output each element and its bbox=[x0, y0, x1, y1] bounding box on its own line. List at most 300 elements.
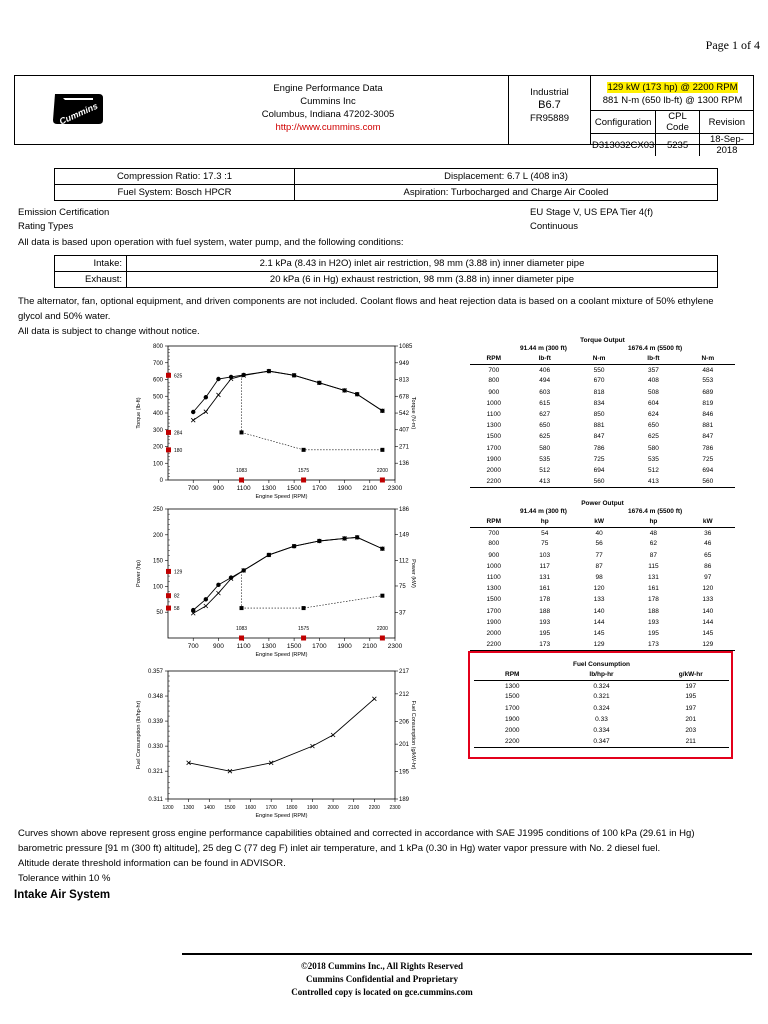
power-table-cell: 65 bbox=[704, 551, 712, 559]
torque-table-cell: 847 bbox=[702, 433, 714, 441]
torque-table-cell: 560 bbox=[572, 476, 626, 487]
y2-tick-label: 136 bbox=[399, 461, 410, 468]
intake-label: Intake: bbox=[55, 256, 127, 272]
y2-tick-label: 1085 bbox=[399, 344, 413, 350]
power-table-cell: 1500 bbox=[486, 596, 502, 604]
note-line-2: glycol and 50% water. bbox=[18, 311, 111, 322]
intake-value: 2.1 kPa (8.43 in H2O) inlet air restriction, 98 mm (3.88 in) inner diameter pipe bbox=[127, 256, 718, 272]
data-point bbox=[380, 594, 384, 598]
company-address: Columbus, Indiana 47202-3005 bbox=[261, 109, 395, 120]
y2-tick-label: 542 bbox=[399, 411, 410, 418]
torque-table-cell: 786 bbox=[702, 444, 714, 452]
power-table-cell: 178 bbox=[539, 596, 551, 604]
doc-title: Engine Performance Data bbox=[273, 83, 383, 94]
y2-axis-label: Power (kW) bbox=[410, 559, 416, 588]
fuel-table-cell: 0.324 bbox=[593, 704, 610, 712]
data-point bbox=[216, 393, 220, 397]
power-table-cell: 86 bbox=[704, 562, 712, 570]
data-point bbox=[216, 591, 220, 595]
y-tick-label: 300 bbox=[152, 427, 163, 434]
fuel-table-row bbox=[474, 714, 729, 725]
power-table-cell: 131 bbox=[647, 574, 659, 582]
fuel-system: Fuel System: Bosch HPCR bbox=[55, 185, 295, 201]
power-table-cell: 161 bbox=[539, 585, 551, 593]
power-table-cell: 195 bbox=[539, 629, 551, 637]
fuel-table-header-cell: RPM bbox=[474, 669, 551, 680]
power-table-cell: 129 bbox=[572, 639, 626, 650]
power-table-cell: 46 bbox=[704, 540, 712, 548]
fuel-table-cell: 197 bbox=[685, 682, 697, 690]
power-output-table bbox=[470, 500, 735, 651]
axis-marker-label: 180 bbox=[174, 447, 183, 454]
emission-label: Emission Certification bbox=[18, 207, 110, 218]
power-table-cell: 700 bbox=[488, 529, 500, 537]
power-table-cell: 193 bbox=[647, 618, 659, 626]
torque-table-cell: 1000 bbox=[486, 399, 502, 407]
footer-copyright: ©2018 Cummins Inc., All Rights Reserved bbox=[301, 961, 463, 971]
cpl-value: 5235 bbox=[656, 134, 699, 157]
power-table-cell: 120 bbox=[593, 585, 605, 593]
torque-table-cell: 881 bbox=[593, 422, 605, 430]
torque-table-cell: 553 bbox=[702, 377, 714, 385]
power-table-cell: 120 bbox=[702, 585, 714, 593]
torque-table-row bbox=[470, 364, 735, 375]
torque-table-cell: 560 bbox=[681, 476, 735, 487]
x-axis-label: Engine Speed (RPM) bbox=[255, 813, 308, 819]
torque-table-cell: 603 bbox=[539, 388, 551, 396]
torque-table-cell: 1700 bbox=[486, 444, 502, 452]
y2-axis-label: Torque (N-m) bbox=[410, 396, 416, 430]
y-axis-label: Power (hp) bbox=[136, 560, 142, 587]
torque-table-cell: 615 bbox=[539, 399, 551, 407]
power-table-cell: 115 bbox=[648, 562, 659, 570]
fuel-consumption-table bbox=[474, 661, 729, 748]
curves-note-line-4: Tolerance within 10 % bbox=[18, 873, 111, 884]
y-tick-label: 800 bbox=[152, 344, 163, 350]
axis-marker-label: 625 bbox=[174, 373, 183, 380]
axis-marker bbox=[166, 569, 171, 574]
header-box bbox=[14, 75, 754, 156]
x-tick-label: 1300 bbox=[261, 485, 277, 492]
x-tick-label: 1500 bbox=[286, 643, 302, 650]
y2-tick-label: 407 bbox=[399, 427, 410, 434]
power-table-cell: 131 bbox=[539, 574, 551, 582]
power-table-header-cell: kW bbox=[572, 516, 626, 527]
series-line bbox=[242, 432, 383, 449]
page-number: Page 1 of 4 bbox=[705, 38, 760, 52]
torque-chart bbox=[130, 340, 420, 500]
torque-table-row bbox=[470, 465, 735, 476]
data-point bbox=[380, 448, 384, 452]
x-tick-label: 2300 bbox=[387, 643, 403, 650]
rating-summary bbox=[591, 76, 754, 111]
torque-table-cell: 550 bbox=[593, 366, 605, 374]
power-table-cell: 129 bbox=[681, 639, 735, 650]
y2-tick-label: 271 bbox=[399, 444, 410, 451]
note-line-3: All data is subject to change without notice. bbox=[18, 326, 200, 337]
torque-table-cell: 1100 bbox=[486, 411, 501, 419]
torque-table-cell: 512 bbox=[539, 466, 551, 474]
power-table-row bbox=[470, 527, 735, 538]
fuel-table-cell: 203 bbox=[685, 727, 697, 735]
power-table-cell: 145 bbox=[702, 629, 714, 637]
data-point bbox=[204, 395, 208, 399]
fuel-table-row bbox=[474, 691, 729, 702]
power-table-cell: 188 bbox=[647, 607, 659, 615]
x-tick-label: 1900 bbox=[337, 485, 352, 492]
aspiration: Aspiration: Turbocharged and Charge Air Cooled bbox=[295, 185, 718, 201]
power-table-cell: 133 bbox=[593, 596, 605, 604]
fuel-table-row bbox=[474, 736, 729, 747]
torque-table-cell: 725 bbox=[593, 455, 605, 463]
x-tick-label: 700 bbox=[187, 643, 199, 650]
revision-label: Revision bbox=[699, 111, 754, 134]
y-tick-label: 400 bbox=[152, 411, 163, 417]
x-tick-label: 700 bbox=[187, 485, 199, 492]
x-tick-label: 900 bbox=[213, 485, 224, 492]
fuel-table-cell: 211 bbox=[653, 736, 730, 747]
data-point bbox=[302, 606, 306, 610]
power-table-row bbox=[470, 538, 735, 549]
torque-table-cell: 2200 bbox=[470, 476, 518, 487]
y2-tick-label: 149 bbox=[399, 532, 410, 539]
power-table-cell: 173 bbox=[626, 639, 680, 650]
spec-table bbox=[54, 168, 718, 201]
torque-table-row bbox=[470, 375, 735, 386]
power-alt2: 1676.4 m (5500 ft) bbox=[628, 508, 683, 515]
fuel-table-header-cell: g/kW-hr bbox=[653, 669, 730, 680]
x-tick-label: 1300 bbox=[183, 805, 195, 811]
power-rating: 129 kW (173 hp) @ 2200 RPM bbox=[607, 82, 738, 93]
power-table-cell: 140 bbox=[593, 607, 605, 615]
torque-table-cell: 834 bbox=[593, 399, 605, 407]
power-table-header-cell: kW bbox=[681, 516, 735, 527]
x-tick-label: 2100 bbox=[362, 643, 378, 650]
data-point bbox=[331, 733, 335, 737]
y-tick-label: 0.357 bbox=[147, 669, 163, 675]
y-tick-label: 0.348 bbox=[147, 694, 163, 701]
revision-value: 18-Sep-2018 bbox=[709, 134, 744, 156]
fuel-table-cell: 0.347 bbox=[551, 736, 653, 747]
y2-tick-label: 212 bbox=[399, 691, 410, 698]
power-table-cell: 56 bbox=[595, 540, 603, 548]
power-table-cell: 1300 bbox=[486, 585, 502, 593]
power-table-cell: 140 bbox=[702, 607, 714, 615]
y-tick-label: 150 bbox=[152, 558, 163, 565]
compression-ratio: Compression Ratio: 17.3 :1 bbox=[55, 169, 295, 185]
power-table-cell: 144 bbox=[593, 618, 605, 626]
fuel-table-header-cell: lb/hp-hr bbox=[551, 669, 653, 680]
fuel-table-cell: 1300 bbox=[505, 682, 520, 690]
torque-table-row bbox=[470, 454, 735, 465]
y2-tick-label: 195 bbox=[399, 769, 410, 776]
plot-frame bbox=[168, 671, 395, 799]
torque-table-cell: 627 bbox=[539, 411, 551, 419]
axis-marker bbox=[166, 606, 171, 611]
torque-table-cell: 819 bbox=[702, 399, 714, 407]
data-point bbox=[191, 418, 195, 422]
torque-table-cell: 408 bbox=[647, 377, 659, 385]
power-table-cell: 800 bbox=[488, 540, 500, 548]
fuel-table-cell: 1900 bbox=[505, 715, 520, 723]
axis-marker-label: 1083 bbox=[235, 626, 248, 632]
cpl-label: CPL Code bbox=[656, 111, 699, 134]
application-type: Industrial bbox=[530, 87, 569, 98]
y-tick-label: 0 bbox=[159, 478, 163, 484]
y-tick-label: 500 bbox=[152, 394, 163, 401]
x-axis-label: Engine Speed (RPM) bbox=[255, 652, 308, 658]
y2-axis-label: Fuel Consumption (g/kW-hr) bbox=[410, 700, 416, 770]
power-table-cell: 133 bbox=[702, 596, 714, 604]
power-table-cell: 161 bbox=[647, 585, 659, 593]
torque-table-cell: 508 bbox=[647, 388, 659, 396]
torque-table-cell: 406 bbox=[539, 366, 551, 374]
power-table-cell: 62 bbox=[649, 540, 658, 548]
data-point bbox=[216, 377, 220, 381]
x-axis-label: Engine Speed (RPM) bbox=[255, 494, 308, 500]
curves-note bbox=[18, 826, 694, 886]
fuel-chart bbox=[130, 665, 420, 823]
rating-block bbox=[590, 76, 754, 156]
company-name: Cummins Inc bbox=[300, 96, 356, 107]
power-table-cell: 173 bbox=[518, 639, 572, 650]
torque-table-cell: 694 bbox=[593, 466, 605, 474]
torque-table-cell: 847 bbox=[593, 433, 605, 441]
plot-frame bbox=[168, 346, 395, 480]
torque-table-cell: 625 bbox=[647, 433, 659, 441]
x-tick-label: 1300 bbox=[261, 643, 277, 650]
power-table-title: Power Output bbox=[581, 500, 624, 507]
axis-marker bbox=[301, 478, 306, 483]
power-table-header-cell: RPM bbox=[470, 516, 518, 527]
power-table-cell: 144 bbox=[702, 618, 714, 626]
data-point bbox=[191, 410, 195, 414]
footer-controlled: Controlled copy is located on gce.cummins.com bbox=[291, 987, 473, 997]
power-table-cell: 36 bbox=[704, 529, 712, 537]
power-table-row bbox=[470, 617, 735, 628]
fr-number: FR95889 bbox=[529, 113, 570, 124]
torque-table-row bbox=[470, 387, 735, 398]
power-table-cell: 117 bbox=[539, 562, 550, 570]
engine-model: B6.7 bbox=[538, 99, 561, 111]
axis-marker-label: 129 bbox=[174, 569, 183, 576]
y-tick-label: 0.339 bbox=[147, 719, 163, 726]
fuel-table-title: Fuel Consumption bbox=[572, 661, 631, 668]
axis-marker-label: 2200 bbox=[376, 468, 388, 474]
x-tick-label: 1100 bbox=[236, 485, 251, 492]
torque-table-cell: 625 bbox=[539, 433, 551, 441]
x-tick-label: 2000 bbox=[327, 805, 339, 811]
y-tick-label: 0.321 bbox=[147, 769, 163, 776]
axis-marker-label: 1575 bbox=[298, 468, 310, 474]
y2-tick-label: 186 bbox=[399, 507, 410, 513]
y2-tick-label: 949 bbox=[399, 360, 410, 367]
section-heading-intake: Intake Air System bbox=[14, 889, 111, 901]
power-table-row bbox=[470, 583, 735, 594]
power-table-cell: 195 bbox=[647, 629, 659, 637]
y-tick-label: 100 bbox=[152, 584, 163, 591]
curves-note-line-3: Altitude derate threshold information can be found in ADVISOR. bbox=[18, 858, 286, 869]
exhaust-label: Exhaust: bbox=[55, 272, 127, 288]
power-table-cell: 40 bbox=[595, 529, 603, 537]
fuel-table-cell: 0.324 bbox=[593, 682, 610, 690]
power-table-altitudes bbox=[470, 508, 735, 516]
y-tick-label: 200 bbox=[152, 532, 163, 539]
x-tick-label: 1100 bbox=[236, 643, 251, 650]
fuel-table-cell: 2200 bbox=[474, 736, 551, 747]
series-line bbox=[242, 596, 383, 608]
x-tick-label: 1400 bbox=[203, 805, 215, 811]
data-point bbox=[204, 410, 208, 414]
torque-table-cell: 535 bbox=[647, 455, 659, 463]
x-tick-label: 1800 bbox=[286, 805, 298, 811]
power-table-cell: 900 bbox=[488, 551, 500, 559]
torque-table-cell: 494 bbox=[539, 377, 551, 385]
power-table-cell: 1000 bbox=[486, 562, 502, 570]
axis-marker bbox=[301, 636, 306, 641]
company-url-link[interactable]: http://www.cummins.com bbox=[275, 122, 381, 133]
x-tick-label: 1700 bbox=[312, 485, 327, 492]
torque-table-cell: 580 bbox=[647, 444, 659, 452]
torque-table-header-cell: RPM bbox=[470, 353, 518, 364]
torque-alt1: 91.44 m (300 ft) bbox=[520, 345, 567, 352]
y2-tick-label: 217 bbox=[399, 669, 410, 675]
torque-table-title: Torque Output bbox=[580, 337, 625, 344]
torque-table-cell: 881 bbox=[702, 422, 714, 430]
power-table-cell: 103 bbox=[539, 551, 551, 559]
fuel-table-row bbox=[474, 680, 729, 691]
torque-table-cell: 700 bbox=[488, 366, 500, 374]
axis-marker-label: 284 bbox=[174, 430, 183, 437]
engine-id-block bbox=[508, 76, 590, 144]
footer-confidential: Cummins Confidential and Proprietary bbox=[305, 974, 459, 984]
fuel-table-cell: 0.33 bbox=[595, 715, 608, 723]
x-tick-label: 2300 bbox=[387, 485, 403, 492]
torque-table-cell: 1300 bbox=[486, 422, 502, 430]
torque-table-cell: 512 bbox=[647, 466, 659, 474]
power-table-cell: 2000 bbox=[486, 629, 502, 637]
axis-marker bbox=[166, 430, 171, 435]
torque-table-row bbox=[470, 431, 735, 442]
torque-table-cell: 650 bbox=[647, 422, 659, 430]
torque-alt2: 1676.4 m (5500 ft) bbox=[628, 345, 683, 352]
y-axis-label: Fuel Consumption (lb/hp-hr) bbox=[136, 700, 142, 770]
torque-table-cell: 357 bbox=[647, 366, 659, 374]
axis-marker bbox=[380, 636, 385, 641]
y-axis-label: Torque (lb-ft) bbox=[136, 397, 142, 429]
power-table-row bbox=[470, 572, 735, 583]
power-table-cell: 98 bbox=[595, 574, 603, 582]
emission-value: EU Stage V, US EPA Tier 4(f) bbox=[530, 207, 654, 218]
fuel-table-row bbox=[474, 703, 729, 714]
power-table-header-cell: hp bbox=[518, 516, 572, 527]
torque-table-cell: 2000 bbox=[486, 466, 502, 474]
y2-tick-label: 75 bbox=[399, 583, 406, 590]
y2-tick-label: 813 bbox=[399, 377, 410, 384]
conditions-table bbox=[54, 255, 718, 288]
torque-table-cell: 580 bbox=[539, 444, 551, 452]
power-table-cell: 54 bbox=[541, 529, 549, 537]
x-tick-label: 1500 bbox=[224, 805, 236, 811]
fuel-table-row bbox=[474, 725, 729, 736]
power-table-cell: 77 bbox=[595, 551, 603, 559]
axis-marker bbox=[239, 478, 244, 483]
cummins-logo bbox=[49, 90, 107, 130]
torque-table-altitudes bbox=[470, 345, 735, 353]
y-tick-label: 50 bbox=[156, 610, 163, 617]
fuel-table-cell: 195 bbox=[685, 693, 697, 701]
axis-marker-label: 2200 bbox=[376, 626, 388, 632]
fuel-table-cell: 0.334 bbox=[593, 727, 610, 735]
y2-tick-label: 189 bbox=[399, 797, 410, 803]
displacement: Displacement: 6.7 L (408 in3) bbox=[295, 169, 718, 185]
data-point bbox=[310, 744, 314, 748]
data-point bbox=[302, 448, 306, 452]
axis-marker bbox=[380, 478, 385, 483]
curves-note-line-2: barometric pressure [91 m (300 ft) altitude], 25 deg C (77 deg F) inlet air temperature, and 1 kPa (0.30 in Hg) water vapor pressure with No. 2 diesel fuel. bbox=[18, 843, 661, 854]
x-tick-label: 1500 bbox=[286, 485, 302, 492]
power-table-cell: 178 bbox=[647, 596, 659, 604]
y-tick-label: 100 bbox=[152, 461, 163, 468]
torque-table-cell: 413 bbox=[518, 476, 572, 487]
y-tick-label: 700 bbox=[152, 360, 163, 367]
torque-table-cell: 846 bbox=[702, 411, 714, 419]
x-tick-label: 1700 bbox=[265, 805, 277, 811]
rating-types-label: Rating Types bbox=[18, 221, 74, 232]
power-chart bbox=[130, 503, 420, 663]
torque-table-cell: 800 bbox=[488, 377, 500, 385]
torque-table-cell: 786 bbox=[593, 444, 605, 452]
power-table-cell: 1100 bbox=[486, 574, 501, 582]
y-tick-label: 600 bbox=[152, 377, 163, 384]
torque-table-row bbox=[470, 443, 735, 454]
torque-table-header-cell: N-m bbox=[572, 353, 626, 364]
fuel-table-cell: 1700 bbox=[505, 704, 520, 712]
series-line bbox=[193, 537, 382, 613]
torque-rating: 881 N-m (650 lb-ft) @ 1300 RPM bbox=[602, 95, 743, 106]
fuel-table-cell: 197 bbox=[685, 704, 697, 712]
config-label: Configuration bbox=[591, 111, 656, 134]
axis-marker bbox=[166, 447, 171, 452]
power-table-cell: 188 bbox=[539, 607, 551, 615]
torque-table-row bbox=[470, 420, 735, 431]
axis-marker bbox=[166, 373, 171, 378]
footer-divider bbox=[182, 953, 752, 955]
power-table-cell: 87 bbox=[649, 551, 658, 559]
y-tick-label: 200 bbox=[152, 444, 163, 451]
header-company-block bbox=[223, 82, 433, 134]
power-table-row bbox=[470, 628, 735, 639]
y-tick-label: 0.311 bbox=[148, 797, 163, 803]
torque-table-cell: 694 bbox=[702, 466, 714, 474]
power-table-cell: 48 bbox=[649, 529, 658, 537]
power-table-cell: 193 bbox=[539, 618, 551, 626]
series-line bbox=[189, 699, 375, 771]
axis-marker-label: 82 bbox=[174, 593, 180, 600]
y2-tick-label: 678 bbox=[399, 394, 410, 401]
torque-table-cell: 650 bbox=[539, 422, 551, 430]
torque-table-row bbox=[470, 409, 735, 420]
y2-tick-label: 206 bbox=[399, 719, 410, 726]
torque-table-cell: 413 bbox=[626, 476, 680, 487]
fuel-table-cell: 2000 bbox=[505, 727, 520, 735]
power-table-row bbox=[470, 561, 735, 572]
torque-table-cell: 689 bbox=[702, 388, 714, 396]
data-point bbox=[372, 697, 376, 701]
torque-table-cell: 484 bbox=[702, 366, 714, 374]
torque-table-header-cell: N-m bbox=[681, 353, 735, 364]
fuel-table-cell: 201 bbox=[685, 715, 697, 723]
